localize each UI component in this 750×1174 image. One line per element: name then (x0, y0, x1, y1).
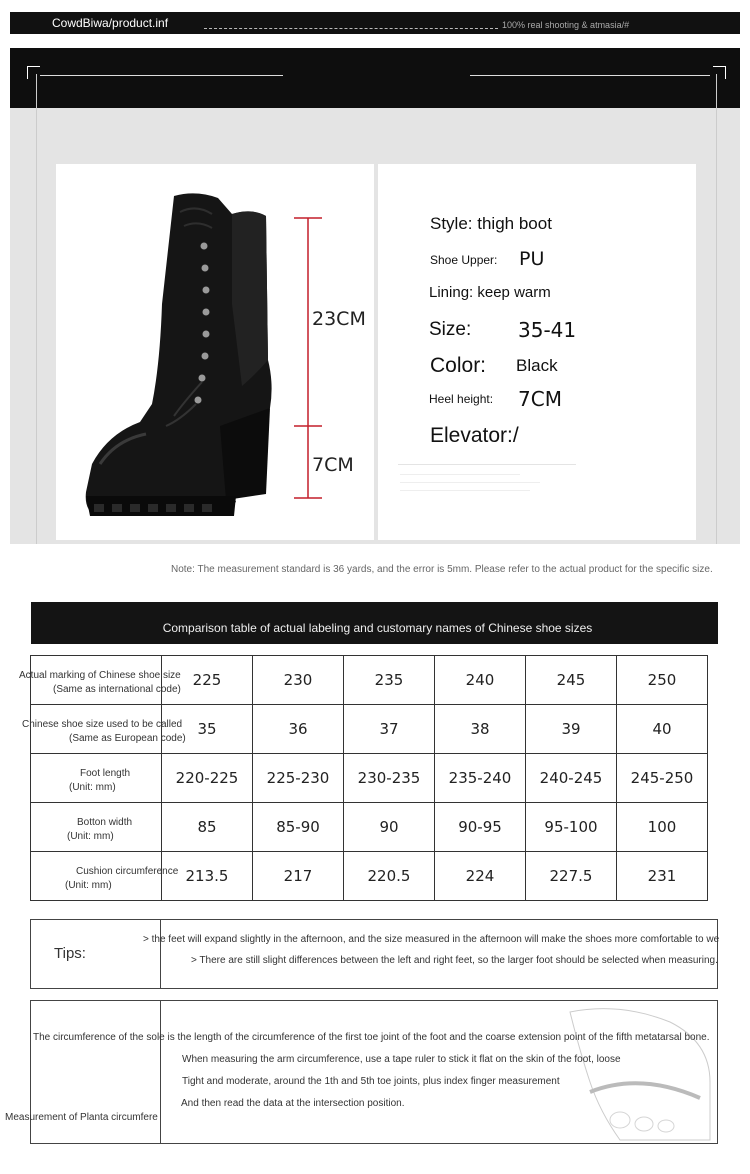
banner-left-text: CowdBiwa/product.inf (52, 16, 169, 30)
table-cell: 38 (435, 705, 526, 754)
spec-size-label: Size: (429, 319, 472, 340)
spec-color-value: Black (516, 356, 558, 375)
table-cell: 39 (526, 705, 617, 754)
measurement-note: Note: The measurement standard is 36 yards, and the error is 5mm. Please refer to the actual product for the specific size. (171, 564, 713, 575)
row-header: Foot length (Unit: mm) (31, 754, 162, 803)
table-row (31, 705, 708, 754)
table-cell: 85 (162, 803, 253, 852)
table-row (31, 754, 708, 803)
row-header: Botton width (Unit: mm) (31, 803, 162, 852)
row-header: Cushion circumference (Unit: mm) (31, 852, 162, 901)
tips-label: Tips: (54, 945, 86, 962)
measurement-line-3: Tight and moderate, around the 1th and 5th toe joints, plus index finger measurement (182, 1076, 560, 1087)
table-cell: 235 (344, 656, 435, 705)
spec-size-value: 35-41 (518, 318, 577, 342)
table-cell: 37 (344, 705, 435, 754)
table-cell: 213.5 (162, 852, 253, 901)
table-cell: 240 (435, 656, 526, 705)
table-cell: 220.5 (344, 852, 435, 901)
table-row (31, 803, 708, 852)
table-cell: 35 (162, 705, 253, 754)
banner-right-text: 100% real shooting & atmasia/# (502, 20, 630, 30)
table-cell: 220-225 (162, 754, 253, 803)
table-cell: 250 (617, 656, 708, 705)
table-cell: 235-240 (435, 754, 526, 803)
table-cell: 40 (617, 705, 708, 754)
table-cell: 230-235 (344, 754, 435, 803)
product-image-card (56, 164, 374, 540)
frame-corner-top-left (27, 66, 40, 79)
heel-height-dimension-label: 7CM (312, 454, 354, 476)
frame-corner-top-right (713, 66, 726, 79)
watermark-line (400, 474, 520, 475)
table-cell: 217 (253, 852, 344, 901)
watermark-line (398, 464, 576, 465)
spec-heel-value: 7CM (518, 387, 562, 411)
table-cell: 85-90 (253, 803, 344, 852)
tip-line-1: > the feet will expand slightly in the afternoon, and the size measured in the afternoon will make the shoes more comfortable to we (143, 934, 720, 945)
spec-elevator: Elevator:/ (430, 424, 519, 447)
table-cell: 95-100 (526, 803, 617, 852)
row-header: Actual marking of Chinese shoe size (Same as international code) (31, 656, 162, 705)
shaft-height-label: 23CM (312, 308, 366, 330)
spec-heel-label: Heel height: (429, 392, 494, 406)
table-cell: 224 (435, 852, 526, 901)
table-cell: 90 (344, 803, 435, 852)
tips-box (30, 919, 718, 989)
table-cell: 225 (162, 656, 253, 705)
spec-upper-value: PU (519, 248, 545, 270)
table-cell: 227.5 (526, 852, 617, 901)
spec-color-label: Color: (430, 354, 487, 377)
header-line-right (470, 75, 710, 76)
table-cell: 36 (253, 705, 344, 754)
size-table (19, 655, 708, 901)
table-cell: 225-230 (253, 754, 344, 803)
table-row (31, 656, 708, 705)
spec-upper-label: Shoe Upper: (430, 253, 498, 267)
table-cell: 90-95 (435, 803, 526, 852)
table-cell: 245 (526, 656, 617, 705)
product-header-band (10, 48, 740, 108)
size-table-title: Comparison table of actual labeling and customary names of Chinese shoe sizes (162, 621, 593, 635)
measurement-line-1: The circumference of the sole is the length of the circumference of the first toe joint of the foot and the coarse extension point of the fifth metatarsal bone. (33, 1032, 710, 1043)
measurement-line-4: And then read the data at the intersection position. (181, 1098, 405, 1109)
tips-divider (160, 919, 161, 989)
foot-measure-illustration (560, 1002, 716, 1142)
table-cell: 231 (617, 852, 708, 901)
frame-left-line (36, 74, 37, 544)
measurement-line-2: When measuring the arm circumference, use a tape ruler to stick it flat on the skin of the foot, loose (182, 1054, 621, 1065)
spec-style: Style: thigh boot (430, 214, 552, 233)
banner-dashed-line (204, 28, 498, 29)
row-header: Chinese shoe size used to be called (Same as European code) (31, 705, 162, 754)
tip-line-2: > There are still slight differences between the left and right feet, so the larger foot should be selected when measuring. (191, 955, 718, 966)
watermark-line (400, 482, 540, 483)
table-cell: 230 (253, 656, 344, 705)
table-cell: 245-250 (617, 754, 708, 803)
header-line-left (40, 75, 283, 76)
frame-right-line (716, 74, 717, 544)
watermark-line (400, 490, 530, 491)
table-row (31, 852, 708, 901)
spec-lining: Lining: keep warm (429, 284, 551, 301)
table-cell: 240-245 (526, 754, 617, 803)
boot-illustration (56, 164, 374, 540)
measurement-label: Measurement of Planta circumfere (5, 1112, 158, 1123)
table-cell: 100 (617, 803, 708, 852)
spec-card (378, 164, 696, 540)
